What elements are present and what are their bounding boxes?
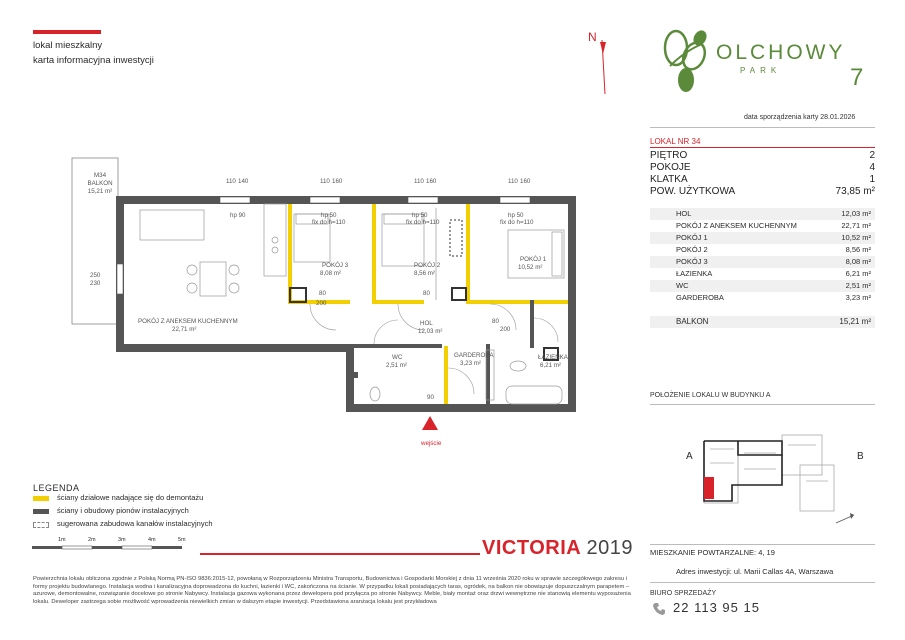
logo-sub: PARK bbox=[740, 66, 782, 75]
plan-wejscie: wejście bbox=[421, 440, 442, 447]
room-area: 2,51 m² bbox=[845, 281, 871, 290]
summary-value: 1 bbox=[869, 174, 875, 185]
plan-dim-110: 110 bbox=[226, 178, 236, 185]
room-label: WC bbox=[676, 281, 689, 290]
plan-dim-80: 80 bbox=[319, 290, 326, 297]
room-label: HOL bbox=[676, 209, 692, 218]
brand-year: 2019 bbox=[586, 537, 634, 559]
scale-label: 1m bbox=[58, 537, 66, 543]
plan-dim-110: 110 bbox=[508, 178, 518, 185]
north-label: N bbox=[588, 30, 597, 44]
header-line2: karta informacyjna inwestycji bbox=[33, 55, 154, 66]
building-a-label: A bbox=[686, 451, 693, 462]
legend-swatch-yellow bbox=[33, 496, 49, 501]
room-area: 3,23 m² bbox=[845, 293, 871, 302]
location-title: POŁOŻENIE LOKALU W BUDYNKU A bbox=[650, 392, 771, 399]
plan-lazienka: ŁAZIENKA bbox=[538, 354, 568, 361]
plan-hp90: hp 90 bbox=[230, 212, 246, 219]
legend-swatch-gray bbox=[33, 509, 49, 514]
legend-item: ściany działowe nadające się do demontażu bbox=[57, 493, 204, 502]
plan-hol-area: 12,03 m² bbox=[418, 328, 443, 335]
plan-dim-250: 250 bbox=[90, 272, 101, 279]
summary-label: POKOJE bbox=[650, 162, 691, 173]
plan-pokoj3: POKÓJ 3 bbox=[322, 262, 349, 269]
scale-label: 5m bbox=[178, 537, 186, 543]
plan-fix-2: fix do h=110 bbox=[406, 219, 440, 226]
plan-wc: WC bbox=[392, 354, 403, 361]
plan-pokoj-aneks-area: 22,71 m² bbox=[172, 326, 197, 333]
plan-dim-80: 80 bbox=[423, 290, 430, 297]
plan-fix-1: fix do h=110 bbox=[500, 219, 534, 226]
address: Adres inwestycji: ul. Marii Callas 4A, Warszawa bbox=[676, 567, 834, 576]
plan-fix-3: fix do h=110 bbox=[312, 219, 346, 226]
legend-swatch-dashed bbox=[33, 522, 49, 528]
legend-item: sugerowana zabudowa kanałów instalacyjnych bbox=[57, 519, 213, 528]
plan-pokoj-aneks: POKÓJ Z ANEKSEM KUCHENNYM bbox=[138, 318, 238, 325]
plan-pokoj2: POKÓJ 2 bbox=[414, 262, 441, 269]
balkon-label: BALKON bbox=[676, 317, 709, 326]
logo-name: OLCHOWY bbox=[716, 41, 846, 64]
plan-dim-200: 200 bbox=[316, 300, 327, 307]
room-area: 8,08 m² bbox=[845, 257, 871, 266]
plan-lazienka-area: 6,21 m² bbox=[540, 362, 561, 369]
plan-garderoba-area: 3,23 m² bbox=[460, 360, 481, 367]
header-line1: lokal mieszkalny bbox=[33, 40, 103, 51]
plan-dim-160: 160 bbox=[426, 178, 437, 185]
logo-number: 7 bbox=[850, 64, 864, 91]
scale-label: 3m bbox=[118, 537, 126, 543]
plan-dim-110: 110 bbox=[320, 178, 330, 185]
legend-title: LEGENDA bbox=[33, 483, 80, 493]
balkon-area: 15,21 m² bbox=[839, 317, 871, 326]
entrance-arrow-icon bbox=[422, 416, 438, 430]
plan-dim-80: 80 bbox=[492, 318, 499, 325]
room-area: 6,21 m² bbox=[845, 269, 871, 278]
summary-value: 4 bbox=[869, 162, 875, 173]
brand-name: VICTORIA bbox=[482, 537, 581, 559]
plan-pokoj3-area: 8,08 m² bbox=[320, 270, 341, 277]
room-label: GARDEROBA bbox=[676, 293, 724, 302]
plan-pokoj1-area: 10,52 m² bbox=[518, 264, 543, 271]
date-label: data sporządzenia karty 28.01.2026 bbox=[744, 114, 856, 121]
phone-number[interactable]: 22 113 95 15 bbox=[673, 600, 760, 615]
scale-bar bbox=[30, 538, 200, 552]
brand-line bbox=[200, 553, 480, 555]
room-area: 8,56 m² bbox=[845, 245, 871, 254]
room-label: POKÓJ 2 bbox=[676, 245, 708, 254]
brand-logo bbox=[482, 537, 633, 560]
biuro-label: BIURO SPRZEDAŻY bbox=[650, 590, 717, 597]
room-label: POKÓJ Z ANEKSEM KUCHENNYM bbox=[676, 221, 797, 230]
plan-dim-200: 200 bbox=[500, 326, 511, 333]
legend-item: ściany i obudowy pionów instalacyjnych bbox=[57, 506, 189, 515]
room-area: 12,03 m² bbox=[841, 209, 871, 218]
room-area: 22,71 m² bbox=[841, 221, 871, 230]
scale-label: 2m bbox=[88, 537, 96, 543]
plan-dim-110: 110 bbox=[414, 178, 424, 185]
summary-value: 73,85 m² bbox=[835, 186, 875, 197]
room-area: 10,52 m² bbox=[841, 233, 871, 242]
repeat-units: MIESZKANIE POWTARZALNE: 4, 19 bbox=[650, 548, 775, 557]
building-b-label: B bbox=[857, 451, 864, 462]
summary-value: 2 bbox=[869, 150, 875, 161]
summary-label: POW. UŻYTKOWA bbox=[650, 186, 736, 197]
room-label: ŁAZIENKA bbox=[676, 269, 713, 278]
plan-hol: HOL bbox=[420, 320, 433, 327]
plan-dim-160: 160 bbox=[520, 178, 531, 185]
footnote: Powierzchnia lokalu obliczona zgodnie z Polską Normą PN-ISO 9836:2015-12, powołaną w Rozporządzeniu Ministra Transportu, Budownictwa i Gospodarki Morskiej z dnia 11 września 2020 roku w sprawie szczegółowego zakresu i formy projektu budowlanego. Instalacja wodna i kanalizacyjna doprowadzona do kuchni, łazienki i WC, zakończona na ścianie. W przypadku lokali posiadających taras, ogródek, na balkon nie obowiązuje dopuszczalnym parapetem – azurowe, demontowalne, rozwiązanie docelowe po stronie Nabywcy. Instalacja gazowa wykonana przez dewelopera pod przyłącza po stronie Nabywcy. Meble, biały montaż oraz drzwi wewnętrzne nie stanowią elementu wyposażenia lokalu. Deweloper zastrzega sobie możliwość wprowadzenia niewielkich zmian w dalszym etapie inwestycji. Przedstawiona aranżacja lokalu jest przykładowa bbox=[33, 576, 631, 605]
plan-pokoj1: POKÓJ 1 bbox=[520, 256, 547, 263]
plan-hp50-3: hp 50 bbox=[321, 212, 337, 219]
plan-garderoba: GARDEROBA bbox=[454, 352, 494, 359]
plan-hp50-1: hp 50 bbox=[508, 212, 524, 219]
summary-label: KLATKA bbox=[650, 174, 688, 185]
room-label: POKÓJ 3 bbox=[676, 257, 708, 266]
plan-wc-area: 2,51 m² bbox=[386, 362, 407, 369]
plan-hp50-2: hp 50 bbox=[412, 212, 428, 219]
plan-dim-140: 140 bbox=[238, 178, 249, 185]
summary-label: PIĘTRO bbox=[650, 150, 688, 161]
lokal-number: LOKAL NR 34 bbox=[650, 137, 701, 146]
plan-pokoj2-area: 8,56 m² bbox=[414, 270, 435, 277]
scale-label: 4m bbox=[148, 537, 156, 543]
room-label: POKÓJ 1 bbox=[676, 233, 708, 242]
plan-balkon: M34 BALKON 15,21 m² bbox=[87, 172, 113, 195]
plan-dim-90: 90 bbox=[427, 394, 434, 401]
plan-dim-230: 230 bbox=[90, 280, 101, 287]
plan-dim-160: 160 bbox=[332, 178, 343, 185]
